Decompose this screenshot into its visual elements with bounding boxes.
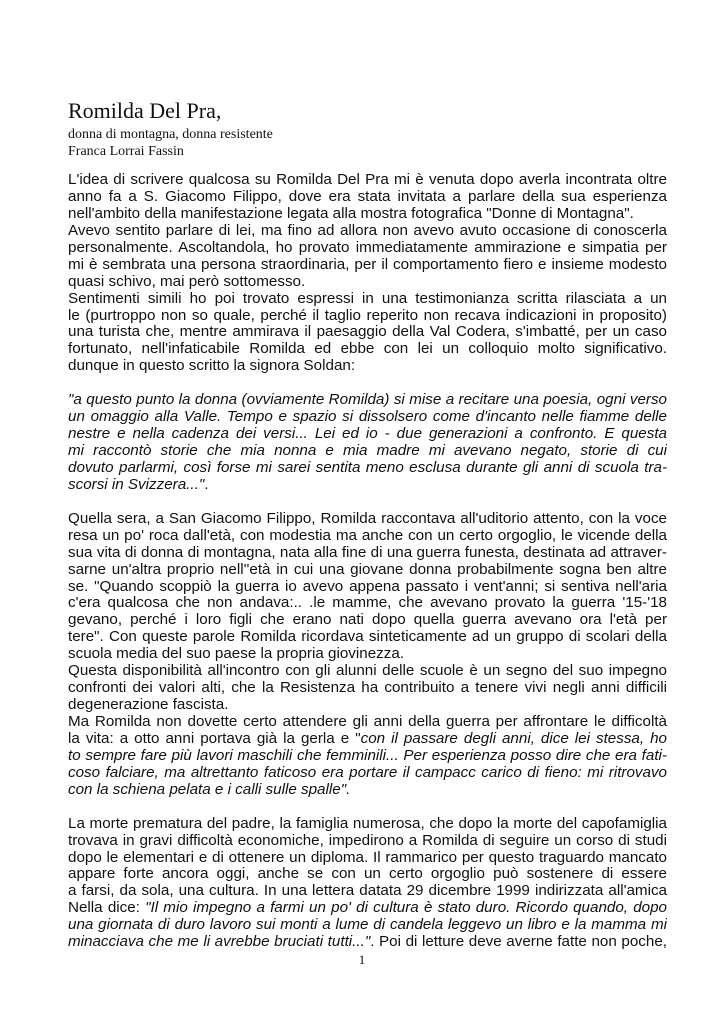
text-line [68, 392, 667, 409]
text-line [68, 629, 667, 646]
text-line [68, 358, 667, 375]
body-text: dopo le elementari e di ottenere un diploma. Il rammarico per questo traguardo mancato [68, 849, 667, 866]
text-line [68, 308, 667, 325]
italic-quote-text: minacciava che me li avrebbe bruciati tutti..." [68, 934, 371, 951]
body-text: . Poi di letture deve averne fatte non poche, [370, 934, 667, 951]
text-line [68, 477, 667, 494]
text-line [68, 426, 667, 443]
page-number: 1 [358, 952, 366, 967]
text-line [68, 545, 667, 562]
text-line [68, 883, 667, 900]
text-line [68, 850, 667, 867]
document-title: Romilda Del Pra, [68, 98, 222, 123]
text-line [68, 172, 667, 189]
text-line [68, 697, 667, 714]
italic-quote-text: con il passare degli anni, dice lei stessa, ho [360, 730, 667, 747]
text-line [68, 257, 667, 274]
italic-quote-text: nestre e nella cadenza dei versi... Lei ed io - due generazioni a confronto. E questa [68, 426, 667, 443]
body-text: la vita: a otto anni portava già la gerla e " [68, 730, 361, 747]
text-line [68, 765, 667, 782]
body-text: Avevo sentito parlare di lei, ma fino ad allora non avevo avuto occasione di conoscerla [68, 222, 667, 239]
body-text: nell'ambito della manifestazione legata alla mostra fotografica "Donne di Montagna". [68, 204, 634, 222]
text-line [68, 833, 667, 850]
body-text: La morte prematura del padre, la famiglia numerosa, che dopo la morte del capofamiglia [68, 815, 667, 832]
blank-line [68, 799, 667, 816]
text-line [68, 291, 667, 308]
text-line [68, 934, 667, 951]
body-text: appare forte ancora oggi, anche se con un certo orgoglio può sostenere di essere [68, 866, 667, 883]
text-line [68, 562, 667, 579]
body-text: fortunato, nell'infaticabile Romilda ed ebbe con lei un colloquio molto significativo. [68, 341, 667, 358]
body-text: L'idea di scrivere qualcosa su Romilda Del Pra mi è venuta dopo averla incontrata oltre [68, 172, 667, 188]
body-text: quasi schivo, mai però sottomesso. [68, 272, 306, 290]
body-text: sua vita di donna di montagna, nata alla fine di una guerra funesta, destinata ad attraver- [68, 544, 667, 561]
document-subtitle: donna di montagna, donna resistente [68, 127, 273, 142]
text-line [68, 816, 667, 833]
text-line [68, 274, 667, 291]
text-line [68, 341, 667, 358]
text-line [68, 646, 667, 663]
text-line [68, 223, 667, 240]
body-text: scuola media del suo paese la propria giovinezza. [68, 645, 405, 663]
text-line [68, 782, 667, 799]
text-line [68, 579, 667, 596]
text-line [68, 866, 667, 883]
body-text: c'era qualcosa che non andava:.. .le mamme, che avevano provato la guerra '15-'18 [68, 595, 667, 612]
body-text: . [204, 475, 209, 493]
body-text: le (purtroppo non so quale, perché il taglio reperito non recava indicazioni in proposito) [68, 307, 667, 324]
body-text: anno fa a S. Giacomo Filippo, dove era stata invitata a parlare della sua esperienza [68, 188, 667, 205]
body-text: tere". Con queste parole Romilda ricordava sinteticamente ad un gruppo di scolari della [68, 629, 667, 646]
body-text: trovava in gravi difficoltà economiche, impedirono a Romilda di seguire un corso di studi [68, 832, 667, 849]
document-author: Franca Lorrai Fassin [68, 144, 184, 159]
text-line [68, 595, 667, 612]
blank-line [68, 375, 667, 392]
italic-quote-text: "Il mio impegno a farmi un po' di cultura è stato duro. Ricordo quando, dopo [145, 900, 667, 917]
body-text: Ma Romilda non dovette certo attendere gli anni della guerra per affrontare le difficoltà [68, 714, 667, 730]
text-line [68, 324, 667, 341]
text-line [68, 206, 667, 223]
italic-quote-text: dovuto parlarmi, così forse mi sarei sentita meno esclusa durante gli anni di scuola tra- [68, 459, 667, 476]
body-text: gevano, perché i loro figli che erano nati dopo quella guerra avevano ora l'età per [68, 612, 667, 629]
text-line [68, 748, 667, 765]
body-text: se. "Quando scoppiò la guerra io avevo appena passato i vent'anni; si sentiva nell'aria [68, 578, 667, 595]
body-text: Nella dice: [68, 900, 146, 917]
italic-quote-text: scorsi in Svizzera..." [68, 475, 205, 493]
text-line [68, 917, 667, 934]
text-line [68, 900, 667, 917]
body-text: degenerazione fascista. [68, 696, 229, 714]
italic-quote-text: to sempre fare più lavori maschili che femminili... Per esperienza posso dire che era fati- [68, 747, 667, 764]
article-body [68, 172, 667, 951]
body-text: sarne un'altra proprio nell''età in cui una giovane donna probabilmente sogna ben altre [68, 561, 667, 578]
body-text: dunque in questo scritto la signora Soldan: [68, 357, 356, 375]
body-text: una turista che, mentre ammirava il paesaggio della Val Codera, s'imbatté, per un caso [68, 324, 667, 341]
italic-quote-text: un omaggio alla Valle. Tempo e spazio si dissolsero come d'incanto nelle fiamme delle [68, 409, 667, 426]
body-text: a farsi, da sola, una cultura. In una lettera datata 29 dicembre 1999 indirizzata all'amica [68, 883, 667, 900]
body-text: confronti dei valori alti, che la Resistenza ha contribuito a tenere vivi negli anni difficili [68, 680, 667, 697]
italic-quote-text: coso falciare, ma altrettanto faticoso era portare il campacc carico di fieno: mi ritrovavo [68, 764, 667, 781]
text-line [68, 680, 667, 697]
text-line [68, 460, 667, 477]
italic-quote-text: con la schiena pelata e i calli sulle spalle". [68, 780, 351, 798]
text-line [68, 528, 667, 545]
body-text: Sentimenti simili ho poi trovato espressi in una testimonianza scritta rilasciata a un [68, 290, 667, 307]
text-line [68, 443, 667, 460]
text-line [68, 731, 667, 748]
italic-quote-text: "a questo punto la donna (ovviamente Romilda) si mise a recitare una poesia, ogni verso [68, 392, 667, 409]
italic-quote-text: una giornata di duro lavoro sui monti a lume di candela leggevo un libro e la mamma mi [68, 917, 667, 934]
text-line [68, 663, 667, 680]
text-line [68, 511, 667, 528]
text-line [68, 612, 667, 629]
body-text: resa un po' roca dall'età, con modestia ma anche con un certo orgoglio, le vicende della [68, 527, 667, 544]
text-line [68, 714, 667, 731]
body-text: Quella sera, a San Giacomo Filippo, Romilda raccontava all'uditorio attento, con la voce [68, 510, 667, 527]
body-text: mi è sembrata una persona straordinaria, per il comportamento fiero e insieme modesto [68, 256, 667, 273]
italic-quote-text: mi raccontò storie che mia nonna e mia madre mi avevano negato, storie di cui [68, 443, 667, 459]
body-text: Questa disponibilità all'incontro con gli alunni delle scuole è un segno del suo impegno [68, 663, 667, 680]
text-line [68, 409, 667, 426]
text-line [68, 240, 667, 257]
blank-line [68, 494, 667, 511]
text-line [68, 189, 667, 206]
body-text: personalmente. Ascoltandola, ho provato immediatamente ammirazione e simpatia per [68, 239, 667, 256]
